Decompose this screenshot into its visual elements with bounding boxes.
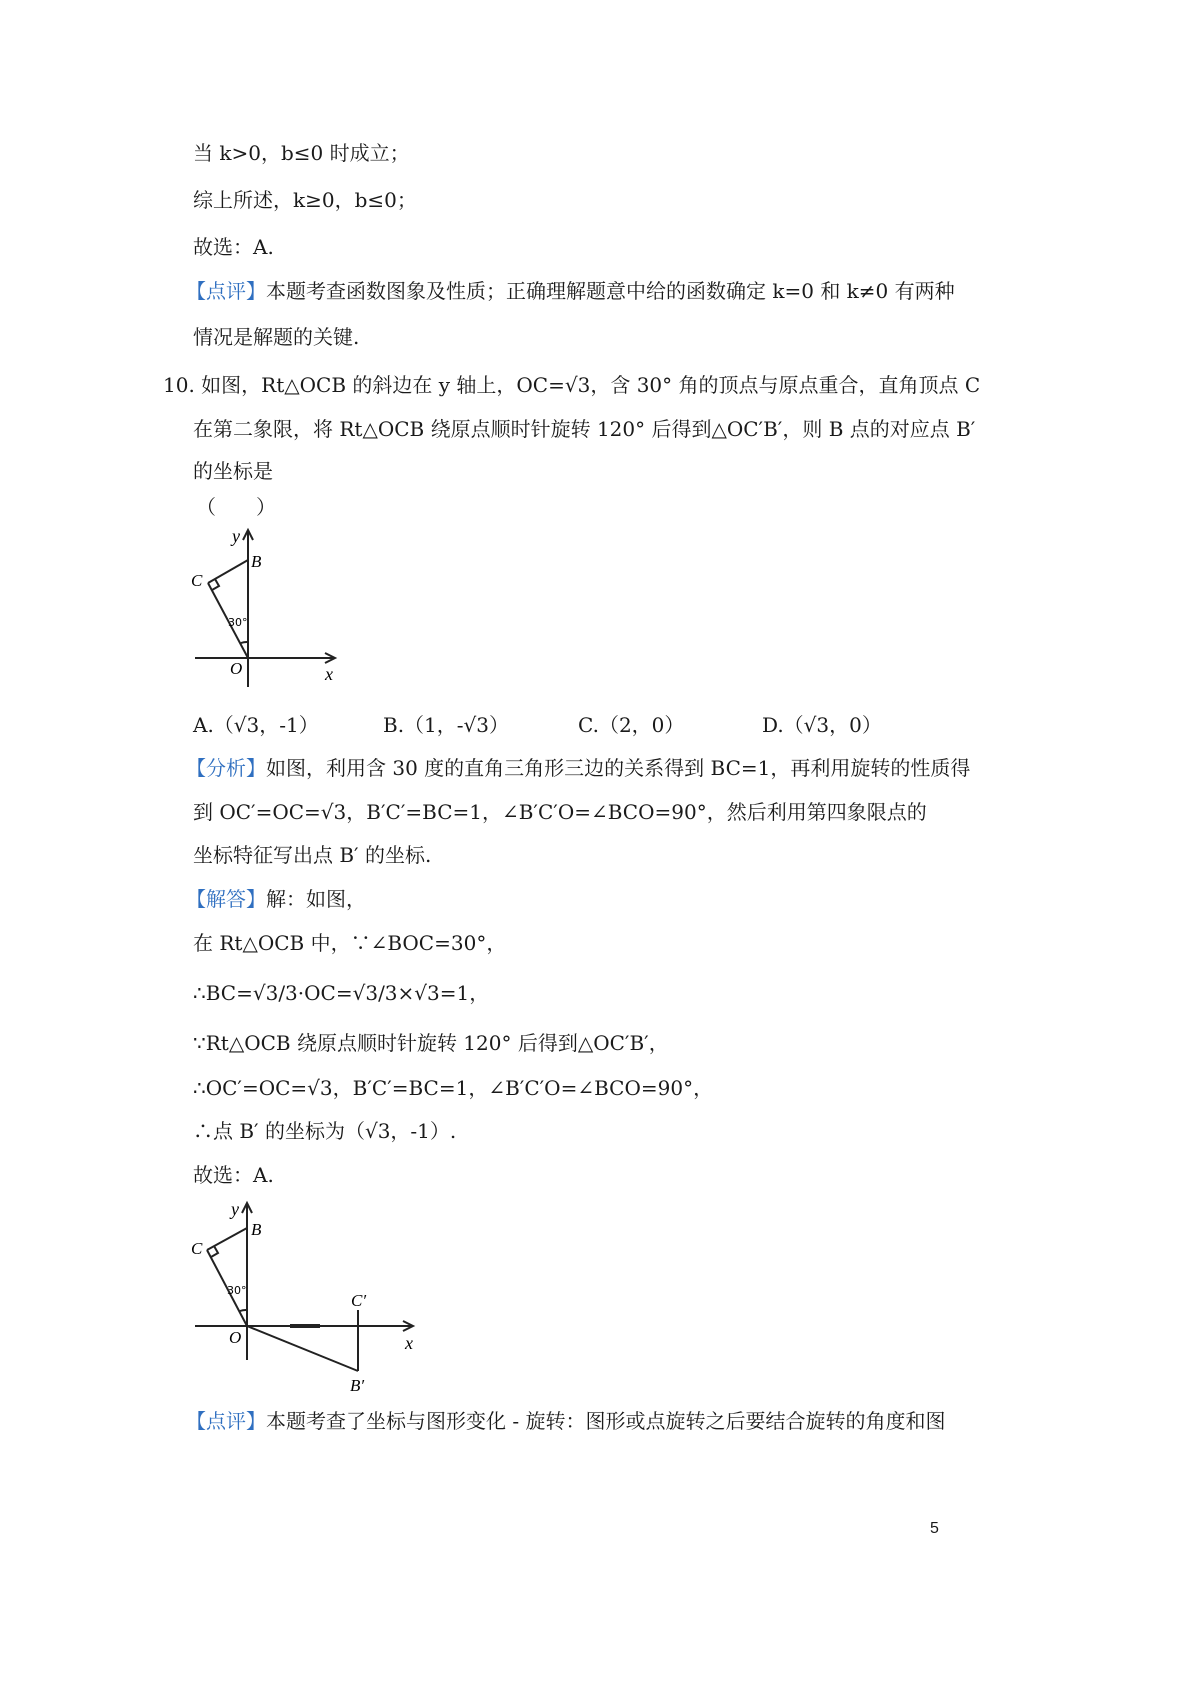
analysis-line-1 [186, 753, 970, 783]
text: （ ） [196, 495, 276, 519]
answer-choice-line [193, 232, 274, 262]
option-a-text: A.（√3，-1） [193, 713, 319, 737]
label-c-prime: C′ [351, 1291, 367, 1310]
figure-original-triangle [185, 522, 350, 697]
comment-continuation [193, 322, 359, 352]
option-c-text: C.（2，0） [578, 713, 685, 737]
figure-rotated-triangle [185, 1195, 425, 1395]
question-line-3 [193, 456, 273, 486]
analysis-text: 如图，利用含 30 度的直角三角形三边的关系得到 BC=1，再利用旋转的性质得 [266, 756, 971, 780]
solution-text: ∴OC′=OC=√3，B′C′=BC=1，∠B′C′O=∠BCO=90°， [193, 1076, 714, 1100]
segment-cb [207, 1228, 247, 1250]
label-x: x [405, 1333, 413, 1353]
solution-text: ∴BC=√3/3·OC=√3/3×√3=1， [193, 981, 490, 1005]
analysis-text: 坐标特征写出点 B′ 的坐标. [193, 843, 432, 867]
text: 综上所述，k≥0，b≤0； [193, 188, 417, 212]
comment-text: 本题考查函数图象及性质；正确理解题意中给的函数确定 k=0 和 k≠0 有两种 [266, 279, 955, 303]
label-b: B [251, 1220, 262, 1239]
label-b-prime: B′ [350, 1376, 365, 1395]
analysis-tag: 【分析】 [186, 756, 266, 780]
solution-text: ∵Rt△OCB 绕原点顺时针旋转 120° 后得到△OC′B′， [193, 1031, 669, 1055]
option-d [762, 710, 882, 740]
page-number-text: 5 [930, 1520, 939, 1537]
label-c: C [191, 1239, 203, 1258]
text: 情况是解题的关键. [193, 325, 360, 349]
solution-text: ∴点 B′ 的坐标为（√3，-1）. [193, 1119, 457, 1143]
solution-line-3 [193, 1028, 669, 1058]
solution-line-2 [193, 978, 489, 1008]
analysis-line-3 [193, 840, 431, 870]
solution-line-4 [193, 1073, 713, 1103]
comment-line [186, 276, 955, 306]
answer-parentheses [196, 492, 276, 522]
label-angle: 30° [227, 1284, 247, 1297]
solution-line-intro [186, 884, 366, 914]
label-o: O [230, 659, 243, 678]
text-line [193, 185, 417, 215]
option-b [383, 710, 509, 740]
question-text: 如图，Rt△OCB 的斜边在 y 轴上，OC=√3，含 30° 角的顶点与原点重合，直角顶点 C [201, 373, 981, 397]
label-b: B [251, 552, 262, 571]
text: 当 k>0，b≤0 时成立； [193, 141, 410, 165]
review-text: 本题考查了坐标与图形变化 - 旋转：图形或点旋转之后要结合旋转的角度和图 [266, 1409, 946, 1433]
review-line [186, 1406, 945, 1436]
text: 故选：A. [193, 235, 274, 259]
solution-tag: 【解答】 [186, 887, 266, 911]
label-x: x [325, 664, 333, 684]
analysis-text: 到 OC′=OC=√3，B′C′=BC=1，∠B′C′O=∠BCO=90°，然后利用第四象限点的 [193, 800, 927, 824]
question-text: 在第二象限，将 Rt△OCB 绕原点顺时针旋转 120° 后得到△OC′B′，则 B 点的对应点 B′ [193, 417, 976, 441]
review-tag: 【点评】 [186, 1409, 266, 1433]
page-number [930, 1520, 939, 1538]
text-line [193, 138, 410, 168]
option-c [578, 710, 684, 740]
solution-answer [193, 1160, 274, 1190]
question-line-2 [193, 414, 975, 444]
solution-line-1 [193, 928, 506, 958]
segment-ob-prime [247, 1326, 358, 1371]
solution-line-5 [193, 1116, 456, 1146]
label-c: C [191, 571, 203, 590]
label-y: y [232, 526, 240, 546]
segment-cb [208, 560, 248, 583]
option-b-text: B.（1，-√3） [383, 713, 510, 737]
angle-arc [241, 642, 248, 643]
question-number: 10. [163, 373, 195, 397]
angle-arc [240, 1310, 247, 1311]
question-text: 的坐标是 [193, 459, 273, 483]
label-o: O [229, 1328, 242, 1347]
analysis-line-2 [193, 797, 927, 827]
comment-tag: 【点评】 [186, 279, 266, 303]
question-line-1 [163, 370, 980, 400]
label-y: y [231, 1199, 239, 1219]
option-d-text: D.（√3，0） [762, 713, 882, 737]
solution-text: 故选：A. [193, 1163, 274, 1187]
label-angle: 30° [228, 616, 248, 629]
solution-text: 在 Rt△OCB 中，∵∠BOC=30°， [193, 931, 507, 955]
option-a [193, 710, 319, 740]
solution-text: 解：如图， [266, 887, 366, 911]
